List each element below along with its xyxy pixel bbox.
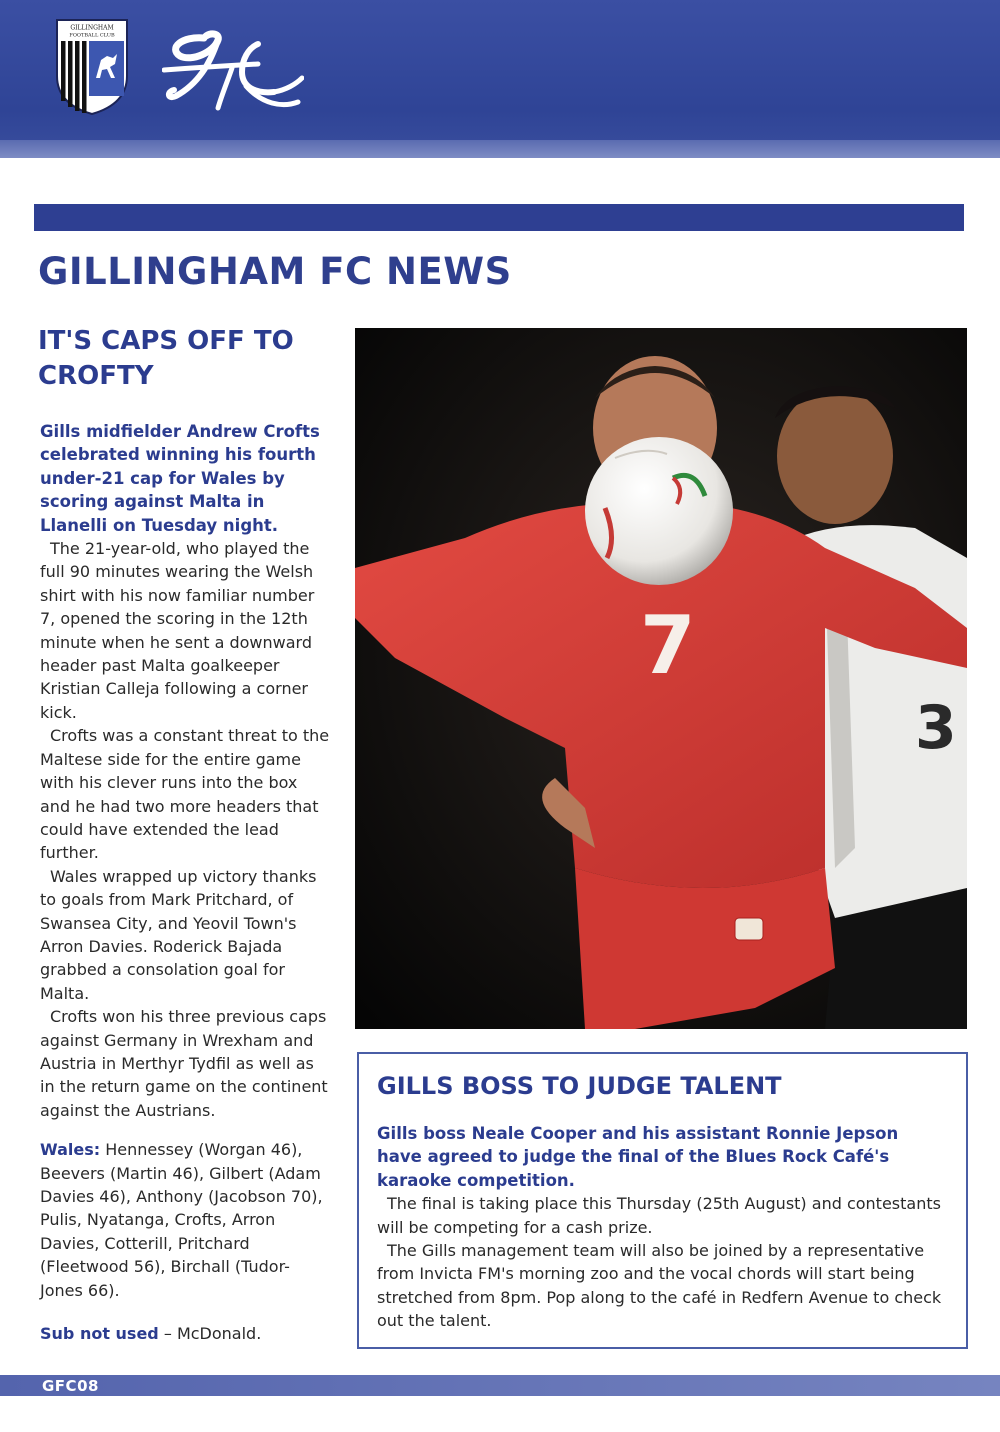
lineup-text: Hennessey (Worgan 46), Beevers (Martin 46), Gilbert (Adam Davies 46), Anthony (Jacobson 70), Pulis, Nyatanga, Crofts, Arron Davies, Cotterill, Pritchard (Fleetwood 56), Birchall (Tudor-Jones 66). — [40, 1140, 323, 1300]
match-photo — [355, 328, 967, 1029]
sub-not-used — [40, 1322, 332, 1345]
footer-band — [0, 1375, 1000, 1396]
sidebar-news-box — [357, 1052, 968, 1349]
opponent-shirt-number: 3 — [915, 693, 957, 763]
page-title-light: GILLINGHAM FC — [38, 250, 373, 293]
footer-margin — [0, 1396, 1000, 1432]
match-photo-illustration — [355, 328, 967, 1029]
sub-value: – McDonald. — [163, 1324, 262, 1344]
header-band — [0, 0, 1000, 158]
crest-line-2: FOOTBALL CLUB — [69, 32, 115, 39]
wales-shirt-number: 7 — [640, 599, 696, 692]
sub-label: Sub not used — [40, 1324, 159, 1344]
article-paragraph: The 21-year-old, who played the full 90 minutes wearing the Welsh shirt with his now familiar number 7, opened the scoring in the 12th minute when he sent a downward header past Malta goalkeeper Kristian Calleja following a corner kick. — [40, 539, 315, 722]
article-paragraph: Crofts won his three previous caps against Germany in Wrexham and Austria in Merthyr Tydfil as well as in the return game on the continent against the Austrians. — [40, 1007, 328, 1120]
page-title-bold: NEWS — [386, 250, 512, 293]
box-standfirst: Gills boss Neale Cooper and his assistant Ronnie Jepson have agreed to judge the final of the Blues Rock Café's karaoke competition. — [377, 1124, 899, 1190]
article-title: IT'S CAPS OFF TO CROFTY — [38, 326, 294, 391]
article-paragraph: Crofts was a constant threat to the Maltese side for the entire game with his clever runs into the box and he had two more headers that could have extended the lead further. — [40, 726, 330, 863]
box-paragraph: The final is taking place this Thursday (25th August) and contestants will be competing for a cash prize. — [377, 1194, 941, 1237]
article-body — [40, 420, 332, 1345]
article-paragraph: Wales wrapped up victory thanks to goals from Mark Pritchard, of Swansea City, and Yeovil Town's Arron Davies. Roderick Bajada grabbed a consolation goal for Malta. — [40, 866, 317, 1003]
football — [585, 437, 733, 585]
page-title — [38, 250, 512, 293]
page-number-label: GFC08 — [42, 1377, 99, 1395]
crest-line-1: GILLINGHAM — [70, 24, 114, 32]
club-crest-icon — [55, 18, 129, 116]
article-standfirst: Gills midfielder Andrew Crofts celebrated winning his fourth under-21 cap for Wales by scoring against Malta in Llanelli on Tuesday night. — [40, 422, 320, 535]
box-title: GILLS BOSS TO JUDGE TALENT — [377, 1072, 782, 1100]
section-rule-bar — [34, 204, 964, 231]
wales-lineup — [40, 1138, 332, 1302]
box-body — [377, 1122, 946, 1333]
gfc-monogram-icon — [162, 24, 304, 116]
box-paragraph: The Gills management team will also be joined by a representative from Invicta FM's morning zoo and the vocal chords will start being stretched from 8pm. Pop along to the café in Redfern Avenue to check out the talent. — [377, 1241, 942, 1331]
lineup-label: Wales: — [40, 1140, 101, 1160]
